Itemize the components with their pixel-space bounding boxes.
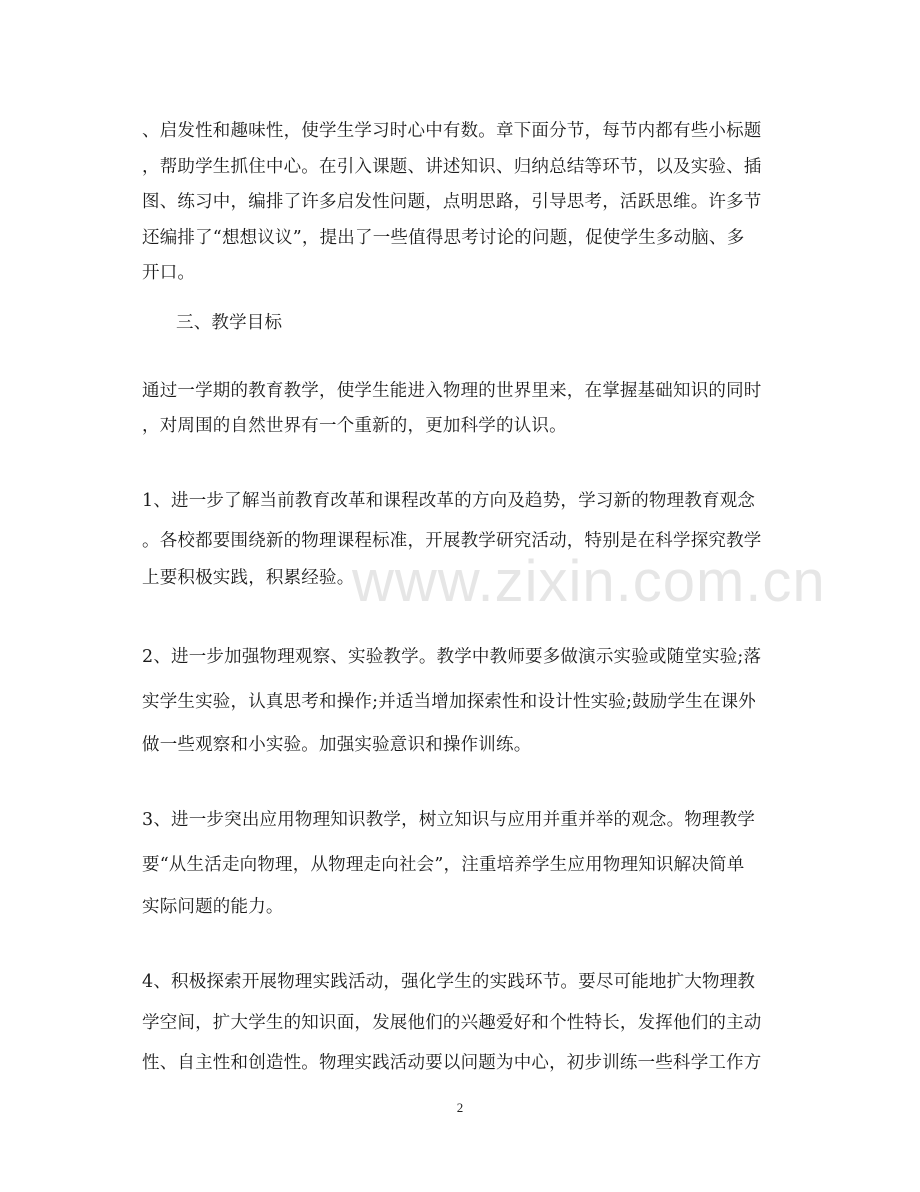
text-line: 实际问题的能力。 [142,897,284,917]
text-line: 2、进一步加强物理观察、实验教学。教学中教师要多做演示实验或随堂实验;落 [142,647,762,667]
text-line: 做一些观察和小实验。加强实验意识和操作训练。 [142,735,532,755]
text-line: 还编排了“想想议议”，提出了一些值得思考讨论的问题，促使学生多动脑、多 [142,228,745,248]
text-line: 性、自主性和创造性。物理实践活动要以问题为中心，初步训练一些科学工作方 [142,1053,762,1073]
text-line: 开口。 [142,263,196,283]
text-line: 实学生实验，认真思考和操作;并适当增加探索性和设计性实验;鼓励学生在课外 [142,692,756,712]
watermark: www.zixin.com.cn [352,549,826,614]
text-line: ，对周围的自然世界有一个重新的，更加科学的认识。 [142,416,567,436]
text-line: 学空间，扩大学生的知识面，发展他们的兴趣爱好和个性特长，发挥他们的主动 [142,1013,762,1033]
text-line: 上要积极实践，积累经验。 [142,568,355,588]
text-line: 3、进一步突出应用物理知识教学，树立知识与应用并重并举的观念。物理教学 [142,810,756,830]
text-line: 。各校都要围绕新的物理课程标准，开展教学研究活动，特别是在科学探究教学 [142,531,762,551]
text-line: 1、进一步了解当前教育改革和课程改革的方向及趋势，学习新的物理教育观念 [142,491,756,511]
text-line: 通过一学期的教育教学，使学生能进入物理的世界里来，在掌握基础知识的同时 [142,381,762,401]
text-line: 、启发性和趣味性，使学生学习时心中有数。章下面分节，每节内都有些小标题 [142,121,762,141]
text-line: 要“从生活走向物理，从物理走向社会”，注重培养学生应用物理知识解决简单 [142,855,745,875]
text-line: 4、积极探索开展物理实践活动，强化学生的实践环节。要尽可能地扩大物理教 [142,972,756,992]
page-number: 2 [456,1100,464,1115]
section-heading: 三、教学目标 [176,313,283,333]
text-line: 图、练习中，编排了许多启发性问题，点明思路，引导思考，活跃思维。许多节 [142,192,762,212]
text-line: ，帮助学生抓住中心。在引入课题、讲述知识、归纳总结等环节，以及实验、插 [142,157,762,177]
